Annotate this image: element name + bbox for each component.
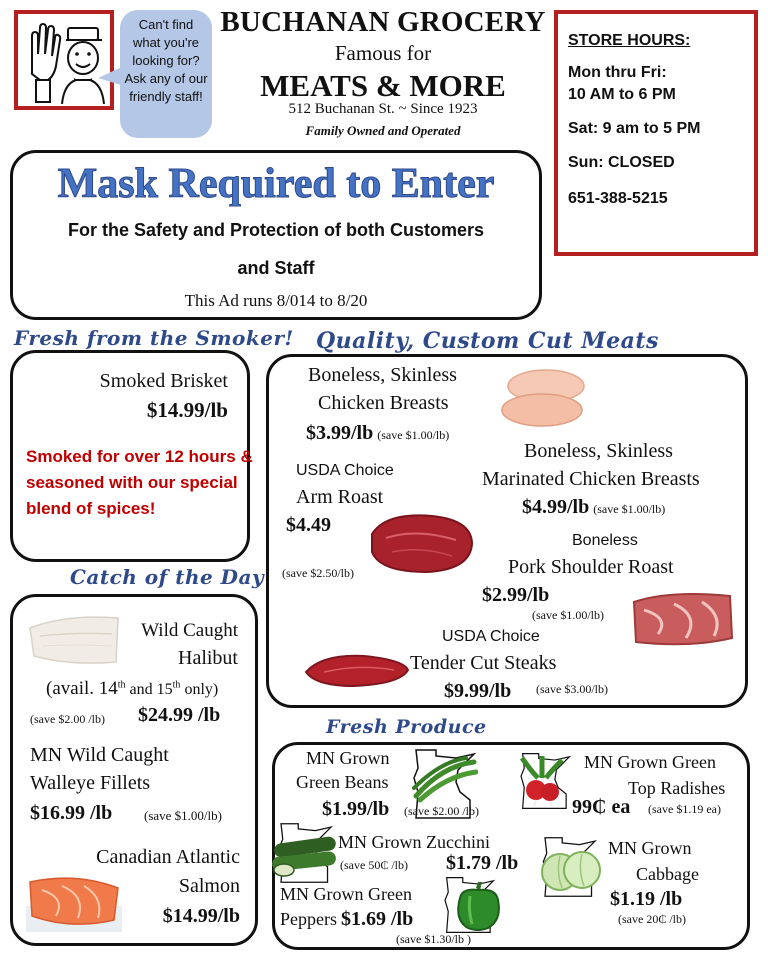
green-beans-image (412, 756, 478, 804)
radish-line1: MN Grown Green (584, 752, 716, 772)
walleye-save: (save $1.00/lb) (144, 808, 222, 823)
famous-for: Famous for (334, 41, 432, 65)
family-owned: Family Owned and Operated (305, 123, 461, 138)
ad-dates: This Ad runs 8/014 to 8/20 (184, 291, 368, 310)
hours-title: STORE HOURS: (568, 32, 691, 49)
peppers-label: Peppers (280, 909, 337, 929)
store-hours-box (554, 10, 758, 256)
brisket-description: Smoked for over 12 hours & seasoned with our special blend of spices! (26, 447, 253, 518)
radishes-image (512, 754, 570, 806)
pork-line1: Boneless (572, 532, 638, 549)
chicken-line1: Boneless, Skinless (308, 364, 457, 386)
chicken-price-row (306, 422, 449, 445)
halibut-note-mid: and 15 (125, 681, 173, 698)
arm-line1: USDA Choice (296, 462, 394, 479)
pork-price: $2.99/lb (482, 584, 550, 606)
steak-line1: USDA Choice (442, 628, 540, 645)
smoker-heading: Fresh from the Smoker! (14, 326, 294, 350)
zucchini-price: $1.79 /lb (446, 852, 519, 874)
brisket-name: Smoked Brisket (99, 370, 228, 392)
beans-save: (save $2.00 /lb) (404, 804, 479, 818)
cabbage-line1: MN Grown (608, 838, 692, 858)
marinated-line1: Boneless, Skinless (524, 440, 673, 462)
radish-save: (save $1.19 ea) (648, 802, 721, 816)
zucchini-line1: MN Grown Zucchini (338, 832, 490, 852)
peppers-price-row (280, 908, 413, 931)
zucchini-image (270, 836, 340, 878)
halibut-price: $24.99 /lb (138, 704, 221, 726)
walleye-line2: Walleye Fillets (30, 772, 151, 794)
salmon-line2: Salmon (178, 875, 240, 897)
halibut-availability (46, 678, 218, 700)
steak-save: (save $3.00/lb) (536, 682, 608, 696)
halibut-line1: Wild Caught (141, 620, 238, 641)
produce-heading: Fresh Produce (326, 716, 487, 738)
peppers-line1: MN Grown Green (280, 884, 412, 904)
chicken-line2: Chicken Breasts (318, 392, 449, 414)
arm-save: (save $2.50/lb) (282, 566, 354, 580)
meats-heading: Quality, Custom Cut Meats (316, 328, 659, 354)
beans-line1: MN Grown (306, 748, 390, 768)
halibut-save: (save $2.00 /lb) (30, 712, 105, 726)
brisket-price: $14.99/lb (146, 398, 228, 422)
peppers-price: $1.69 /lb (341, 908, 414, 930)
mask-subtitle-line1: For the Safety and Protection of both Customers (67, 220, 485, 240)
cabbage-line2: Cabbage (636, 864, 699, 884)
mask-title: Mask Required to Enter (57, 161, 495, 207)
marinated-price: $4.99/lb (522, 496, 590, 518)
catch-heading: Catch of the Day (70, 565, 265, 589)
bubble-text: Can't find what you're looking for? Ask any of our friendly staff! (124, 17, 208, 104)
arm-price: $4.49 (286, 514, 331, 536)
waving-man-icon (18, 14, 110, 106)
radish-line2: Top Radishes (628, 778, 726, 798)
steak-image (304, 650, 410, 690)
radish-price: 99₵ ea (572, 796, 631, 818)
walleye-price: $16.99 /lb (30, 802, 113, 824)
store-logo (14, 10, 114, 110)
salmon-line1: Canadian Atlantic (96, 846, 240, 868)
peppers-save: (save $1.30/lb ) (396, 932, 471, 946)
pork-line2: Pork Shoulder Roast (508, 556, 674, 578)
marinated-save: (save $1.00/lb) (593, 502, 666, 516)
tagline: MEATS & MORE (260, 68, 506, 103)
cabbage-save: (save 20₵ /lb) (618, 912, 686, 926)
store-name: BUCHANAN GROCERY (220, 6, 546, 38)
hours-weekday-time: 10 AM to 6 PM (568, 86, 676, 103)
beans-line2: Green Beans (296, 772, 389, 792)
pork-save: (save $1.00/lb) (532, 608, 604, 622)
green-pepper-image (452, 880, 504, 932)
cabbage-price: $1.19 /lb (610, 888, 683, 910)
steak-line2: Tender Cut Steaks (410, 652, 557, 674)
halibut-note-prefix: (avail. 14 (46, 678, 118, 699)
marinated-price-row (522, 496, 665, 519)
arm-line2: Arm Roast (296, 486, 384, 508)
hours-weekday-label: Mon thru Fri: (568, 64, 667, 81)
speech-tail (98, 64, 124, 88)
arm-roast-image (366, 508, 478, 578)
help-speech-bubble (120, 10, 212, 138)
store-address: 512 Buchanan St. ~ Since 1923 (288, 101, 478, 117)
halibut-note-suffix: only) (180, 681, 219, 698)
beans-price: $1.99/lb (322, 798, 390, 820)
zucchini-save: (save 50₵ /lb) (340, 858, 408, 872)
salmon-image (26, 872, 122, 932)
chicken-save: (save $1.00/lb) (377, 428, 450, 442)
halibut-line2: Halibut (178, 647, 238, 669)
salmon-price: $14.99/lb (162, 905, 240, 927)
walleye-line1: MN Wild Caught (30, 744, 169, 766)
chicken-image (500, 364, 590, 432)
hours-sunday: Sun: CLOSED (568, 154, 675, 171)
marinated-line2: Marinated Chicken Breasts (482, 468, 700, 490)
halibut-note-sup2: th (172, 679, 181, 691)
cabbage-image (538, 842, 602, 896)
pork-roast-image (630, 588, 736, 650)
hours-saturday: Sat: 9 am to 5 PM (568, 120, 701, 137)
halibut-note-sup1: th (117, 679, 126, 691)
steak-price: $9.99/lb (444, 680, 512, 702)
store-phone: 651-388-5215 (568, 190, 668, 207)
mask-subtitle-line2: and Staff (237, 258, 315, 278)
chicken-price: $3.99/lb (306, 422, 374, 444)
